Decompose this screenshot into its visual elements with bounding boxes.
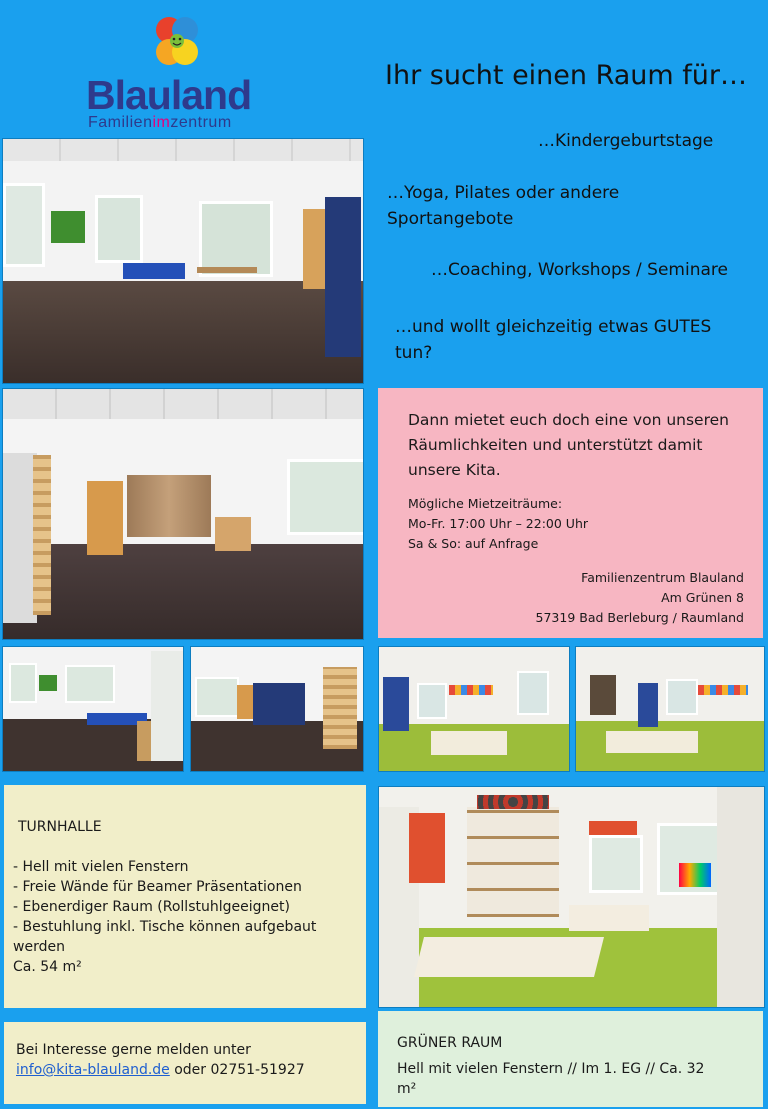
intro-birthday: …Kindergeburtstage [538,131,714,151]
contact-box [4,1022,366,1104]
intro-coaching: …Coaching, Workshops / Seminare [431,260,728,280]
offer-lead: Dann mietet euch doch eine von unseren Räumlichkeiten und unterstützt damit unsere Kita. [408,411,729,479]
intro-good-1: …und wollt gleichzeitig etwas GUTES [395,317,712,337]
contact-line [16,1060,305,1080]
brand-name: Blauland [86,72,252,118]
gym-photo-second [2,388,364,640]
gym-title: TURNHALLE [18,819,102,835]
green-room-info-box [378,1011,763,1107]
green-room-photo-main [378,786,765,1008]
green-room-title: GRÜNER RAUM [397,1035,503,1051]
page-headline: Ihr sucht einen Raum für… [385,60,748,91]
rental-times: Mögliche Mietzeiträume: Mo-Fr. 17:00 Uhr – 22:00 Uhr Sa & So: auf Anfrage [408,496,589,551]
contact-connector: oder [174,1062,207,1078]
clover-logo-icon [147,14,207,72]
green-room-details: Hell mit vielen Fenstern // Im 1. EG // Ca. 32 m² [397,1061,705,1097]
green-room-photo-2 [575,646,765,772]
contact-phone: 02751-51927 [210,1062,305,1078]
address: Familienzentrum Blauland Am Grünen 8 57319 Bad Berleburg / Raumland [535,570,744,625]
intro-yoga-2: Sportangebote [387,209,514,229]
gym-photo-small-2 [190,646,364,772]
contact-text: Bei Interesse gerne melden unter [16,1042,251,1058]
intro-yoga-1: …Yoga, Pilates oder andere [387,183,620,203]
gym-photo-main [2,138,364,384]
gym-features: - Hell mit vielen Fenstern - Freie Wände für Beamer Präsentationen - Ebenerdiger Raum (Rollstuhlgeeignet) - Bestuhlung inkl. Tische können aufgebaut werden Ca. 54 m² [13,859,317,975]
rental-offer-box [378,388,763,638]
intro-good-2: tun? [395,343,433,363]
contact-email-link[interactable]: info@kita-blauland.de [16,1062,170,1078]
green-room-photo-1 [378,646,570,772]
gym-info-box [4,785,366,1008]
brand-subtitle: Familienimzentrum [88,114,232,131]
gym-photo-small-1 [2,646,184,772]
